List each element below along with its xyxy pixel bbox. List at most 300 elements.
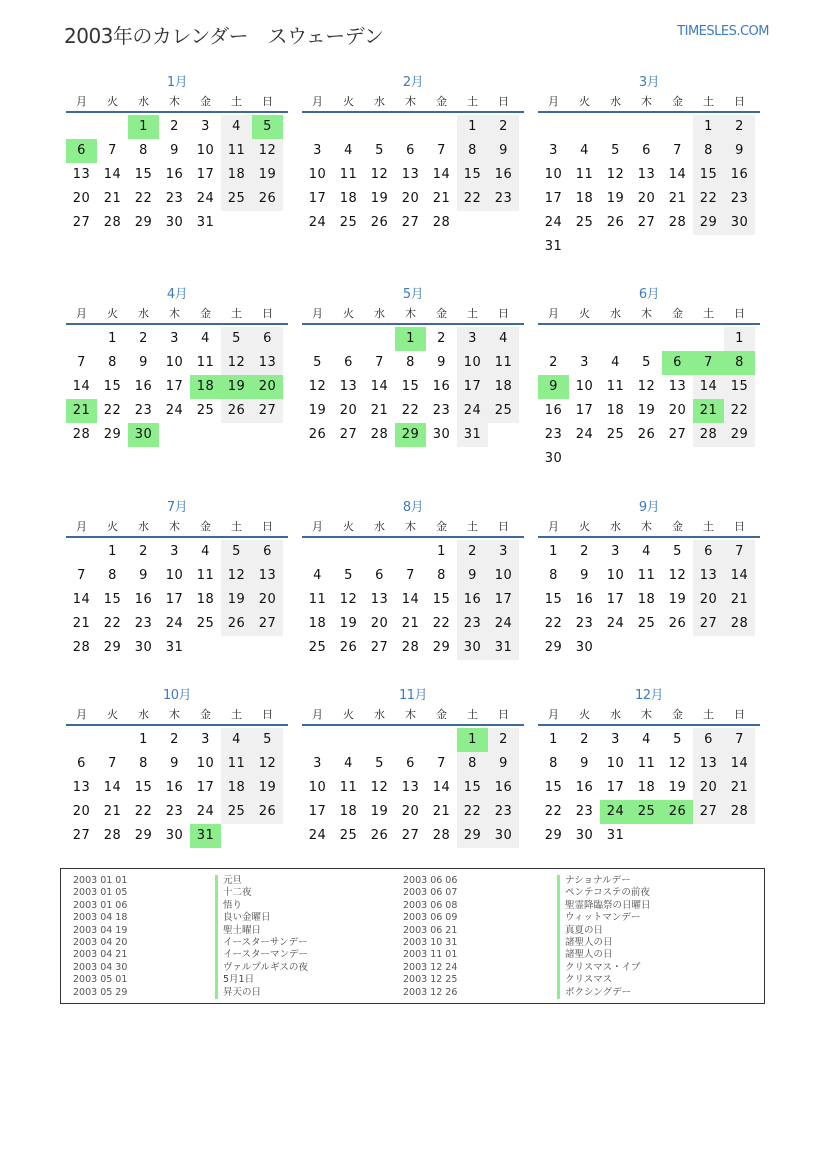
day-cell[interactable]: 24 — [308, 215, 327, 230]
day-cell[interactable]: 14 — [668, 167, 687, 182]
day-cell[interactable]: 1 — [549, 732, 558, 747]
day-cell[interactable]: 23 — [165, 191, 184, 206]
day-cell[interactable]: 27 — [637, 215, 656, 230]
day-cell[interactable]: 15 — [457, 163, 488, 187]
day-cell[interactable]: 17 — [196, 167, 215, 182]
day-cell[interactable]: 21 — [66, 399, 97, 423]
day-cell[interactable]: 14 — [432, 167, 451, 182]
day-cell[interactable]: 2 — [139, 331, 148, 346]
day-cell[interactable]: 19 — [668, 592, 687, 607]
day-cell[interactable]: 27 — [252, 399, 283, 423]
day-cell[interactable]: 31 — [190, 824, 221, 848]
day-cell[interactable]: 28 — [432, 215, 451, 230]
day-cell[interactable]: 31 — [457, 423, 488, 447]
day-cell[interactable]: 3 — [549, 143, 558, 158]
day-cell[interactable]: 22 — [103, 616, 122, 631]
day-cell[interactable]: 3 — [488, 540, 519, 564]
day-cell[interactable]: 4 — [611, 355, 620, 370]
day-cell[interactable]: 18 — [488, 375, 519, 399]
day-cell[interactable]: 8 — [139, 143, 148, 158]
day-cell[interactable]: 22 — [693, 187, 724, 211]
day-cell[interactable]: 12 — [668, 756, 687, 771]
day-cell[interactable]: 19 — [252, 163, 283, 187]
day-cell[interactable]: 26 — [252, 800, 283, 824]
day-cell[interactable]: 1 — [724, 327, 755, 351]
day-cell[interactable]: 14 — [724, 564, 755, 588]
day-cell[interactable]: 20 — [693, 588, 724, 612]
day-cell[interactable]: 8 — [693, 139, 724, 163]
day-cell[interactable]: 11 — [339, 780, 358, 795]
day-cell[interactable]: 6 — [406, 143, 415, 158]
day-cell[interactable]: 9 — [139, 568, 148, 583]
day-cell[interactable]: 26 — [370, 828, 389, 843]
day-cell[interactable]: 14 — [370, 379, 389, 394]
day-cell[interactable]: 5 — [221, 540, 252, 564]
day-cell[interactable]: 6 — [406, 756, 415, 771]
day-cell[interactable]: 5 — [252, 728, 283, 752]
day-cell[interactable]: 29 — [544, 640, 563, 655]
day-cell[interactable]: 13 — [693, 752, 724, 776]
day-cell[interactable]: 4 — [201, 544, 210, 559]
day-cell[interactable]: 5 — [375, 756, 384, 771]
day-cell[interactable]: 1 — [128, 115, 159, 139]
day-cell[interactable]: 3 — [313, 143, 322, 158]
day-cell[interactable]: 11 — [606, 379, 625, 394]
day-cell[interactable]: 30 — [134, 640, 153, 655]
day-cell[interactable]: 29 — [134, 828, 153, 843]
day-cell[interactable]: 28 — [432, 828, 451, 843]
day-cell[interactable]: 3 — [580, 355, 589, 370]
day-cell[interactable]: 6 — [252, 327, 283, 351]
day-cell[interactable]: 7 — [437, 756, 446, 771]
day-cell[interactable]: 15 — [432, 592, 451, 607]
day-cell[interactable]: 18 — [637, 592, 656, 607]
day-cell[interactable]: 31 — [544, 239, 563, 254]
day-cell[interactable]: 24 — [308, 828, 327, 843]
day-cell[interactable]: 23 — [134, 616, 153, 631]
day-cell[interactable]: 27 — [401, 215, 420, 230]
day-cell[interactable]: 5 — [344, 568, 353, 583]
day-cell[interactable]: 30 — [544, 451, 563, 466]
day-cell[interactable]: 18 — [221, 776, 252, 800]
day-cell[interactable]: 24 — [606, 616, 625, 631]
day-cell[interactable]: 26 — [637, 427, 656, 442]
day-cell[interactable]: 30 — [575, 640, 594, 655]
day-cell[interactable]: 21 — [370, 403, 389, 418]
day-cell[interactable]: 7 — [406, 568, 415, 583]
day-cell[interactable]: 1 — [108, 544, 117, 559]
day-cell[interactable]: 13 — [668, 379, 687, 394]
day-cell[interactable]: 1 — [395, 327, 426, 351]
day-cell[interactable]: 6 — [693, 728, 724, 752]
day-cell[interactable]: 24 — [600, 800, 631, 824]
day-cell[interactable]: 10 — [308, 167, 327, 182]
day-cell[interactable]: 26 — [339, 640, 358, 655]
day-cell[interactable]: 2 — [549, 355, 558, 370]
day-cell[interactable]: 13 — [637, 167, 656, 182]
day-cell[interactable]: 8 — [724, 351, 755, 375]
day-cell[interactable]: 22 — [544, 616, 563, 631]
day-cell[interactable]: 9 — [538, 375, 569, 399]
day-cell[interactable]: 8 — [437, 568, 446, 583]
day-cell[interactable]: 6 — [252, 540, 283, 564]
day-cell[interactable]: 16 — [457, 588, 488, 612]
day-cell[interactable]: 8 — [139, 756, 148, 771]
day-cell[interactable]: 24 — [544, 215, 563, 230]
day-cell[interactable]: 9 — [170, 756, 179, 771]
day-cell[interactable]: 19 — [339, 616, 358, 631]
day-cell[interactable]: 5 — [375, 143, 384, 158]
day-cell[interactable]: 5 — [313, 355, 322, 370]
day-cell[interactable]: 12 — [370, 167, 389, 182]
day-cell[interactable]: 17 — [488, 588, 519, 612]
day-cell[interactable]: 8 — [108, 568, 117, 583]
day-cell[interactable]: 21 — [401, 616, 420, 631]
day-cell[interactable]: 3 — [611, 544, 620, 559]
day-cell[interactable]: 28 — [724, 800, 755, 824]
day-cell[interactable]: 26 — [662, 800, 693, 824]
day-cell[interactable]: 19 — [308, 403, 327, 418]
day-cell[interactable]: 29 — [134, 215, 153, 230]
day-cell[interactable]: 27 — [668, 427, 687, 442]
day-cell[interactable]: 25 — [606, 427, 625, 442]
day-cell[interactable]: 24 — [196, 191, 215, 206]
day-cell[interactable]: 26 — [606, 215, 625, 230]
day-cell[interactable]: 12 — [339, 592, 358, 607]
day-cell[interactable]: 10 — [196, 143, 215, 158]
day-cell[interactable]: 1 — [139, 732, 148, 747]
day-cell[interactable]: 25 — [339, 828, 358, 843]
day-cell[interactable]: 17 — [165, 592, 184, 607]
day-cell[interactable]: 2 — [488, 115, 519, 139]
day-cell[interactable]: 26 — [370, 215, 389, 230]
day-cell[interactable]: 7 — [673, 143, 682, 158]
day-cell[interactable]: 10 — [308, 780, 327, 795]
day-cell[interactable]: 9 — [580, 756, 589, 771]
day-cell[interactable]: 17 — [196, 780, 215, 795]
day-cell[interactable]: 28 — [693, 423, 724, 447]
day-cell[interactable]: 28 — [103, 215, 122, 230]
day-cell[interactable]: 6 — [662, 351, 693, 375]
day-cell[interactable]: 15 — [724, 375, 755, 399]
day-cell[interactable]: 28 — [370, 427, 389, 442]
day-cell[interactable]: 23 — [544, 427, 563, 442]
day-cell[interactable]: 23 — [165, 804, 184, 819]
day-cell[interactable]: 25 — [631, 800, 662, 824]
day-cell[interactable]: 13 — [252, 351, 283, 375]
day-cell[interactable]: 22 — [457, 187, 488, 211]
day-cell[interactable]: 23 — [134, 403, 153, 418]
day-cell[interactable]: 21 — [432, 804, 451, 819]
day-cell[interactable]: 1 — [457, 728, 488, 752]
day-cell[interactable]: 20 — [72, 804, 91, 819]
day-cell[interactable]: 8 — [549, 756, 558, 771]
day-cell[interactable]: 31 — [606, 828, 625, 843]
day-cell[interactable]: 22 — [724, 399, 755, 423]
day-cell[interactable]: 9 — [170, 143, 179, 158]
day-cell[interactable]: 11 — [308, 592, 327, 607]
day-cell[interactable]: 21 — [432, 191, 451, 206]
day-cell[interactable]: 26 — [252, 187, 283, 211]
day-cell[interactable]: 28 — [724, 612, 755, 636]
day-cell[interactable]: 14 — [103, 780, 122, 795]
day-cell[interactable]: 15 — [457, 776, 488, 800]
day-cell[interactable]: 16 — [724, 163, 755, 187]
day-cell[interactable]: 11 — [637, 568, 656, 583]
day-cell[interactable]: 12 — [221, 564, 252, 588]
day-cell[interactable]: 30 — [165, 215, 184, 230]
day-cell[interactable]: 20 — [252, 375, 283, 399]
day-cell[interactable]: 22 — [401, 403, 420, 418]
day-cell[interactable]: 29 — [693, 211, 724, 235]
day-cell[interactable]: 16 — [544, 403, 563, 418]
day-cell[interactable]: 22 — [103, 403, 122, 418]
day-cell[interactable]: 23 — [724, 187, 755, 211]
day-cell[interactable]: 3 — [170, 331, 179, 346]
day-cell[interactable]: 20 — [72, 191, 91, 206]
day-cell[interactable]: 27 — [339, 427, 358, 442]
day-cell[interactable]: 7 — [108, 143, 117, 158]
day-cell[interactable]: 24 — [488, 612, 519, 636]
day-cell[interactable]: 19 — [370, 804, 389, 819]
day-cell[interactable]: 29 — [432, 640, 451, 655]
day-cell[interactable]: 26 — [308, 427, 327, 442]
day-cell[interactable]: 14 — [724, 752, 755, 776]
day-cell[interactable]: 17 — [575, 403, 594, 418]
day-cell[interactable]: 4 — [580, 143, 589, 158]
day-cell[interactable]: 12 — [308, 379, 327, 394]
day-cell[interactable]: 6 — [375, 568, 384, 583]
day-cell[interactable]: 9 — [724, 139, 755, 163]
day-cell[interactable]: 16 — [134, 379, 153, 394]
day-cell[interactable]: 22 — [457, 800, 488, 824]
day-cell[interactable]: 20 — [637, 191, 656, 206]
day-cell[interactable]: 4 — [642, 544, 651, 559]
day-cell[interactable]: 10 — [606, 568, 625, 583]
day-cell[interactable]: 25 — [196, 403, 215, 418]
day-cell[interactable]: 5 — [673, 732, 682, 747]
day-cell[interactable]: 10 — [606, 756, 625, 771]
day-cell[interactable]: 26 — [668, 616, 687, 631]
day-cell[interactable]: 13 — [370, 592, 389, 607]
day-cell[interactable]: 11 — [196, 355, 215, 370]
day-cell[interactable]: 24 — [457, 399, 488, 423]
day-cell[interactable]: 10 — [196, 756, 215, 771]
day-cell[interactable]: 20 — [252, 588, 283, 612]
day-cell[interactable]: 21 — [668, 191, 687, 206]
day-cell[interactable]: 20 — [339, 403, 358, 418]
day-cell[interactable]: 25 — [339, 215, 358, 230]
day-cell[interactable]: 13 — [401, 167, 420, 182]
day-cell[interactable]: 9 — [580, 568, 589, 583]
day-cell[interactable]: 3 — [457, 327, 488, 351]
day-cell[interactable]: 10 — [165, 568, 184, 583]
day-cell[interactable]: 7 — [375, 355, 384, 370]
day-cell[interactable]: 19 — [252, 776, 283, 800]
day-cell[interactable]: 16 — [575, 780, 594, 795]
day-cell[interactable]: 30 — [165, 828, 184, 843]
day-cell[interactable]: 26 — [221, 399, 252, 423]
site-link[interactable]: TIMESLES.COM — [677, 24, 769, 39]
day-cell[interactable]: 15 — [103, 592, 122, 607]
day-cell[interactable]: 18 — [637, 780, 656, 795]
day-cell[interactable]: 25 — [488, 399, 519, 423]
day-cell[interactable]: 4 — [221, 728, 252, 752]
day-cell[interactable]: 1 — [693, 115, 724, 139]
day-cell[interactable]: 14 — [72, 592, 91, 607]
day-cell[interactable]: 9 — [457, 564, 488, 588]
day-cell[interactable]: 21 — [724, 776, 755, 800]
day-cell[interactable]: 27 — [401, 828, 420, 843]
day-cell[interactable]: 15 — [544, 780, 563, 795]
day-cell[interactable]: 25 — [221, 187, 252, 211]
day-cell[interactable]: 10 — [457, 351, 488, 375]
day-cell[interactable]: 9 — [139, 355, 148, 370]
day-cell[interactable]: 16 — [488, 776, 519, 800]
day-cell[interactable]: 25 — [308, 640, 327, 655]
day-cell[interactable]: 5 — [673, 544, 682, 559]
day-cell[interactable]: 6 — [77, 756, 86, 771]
day-cell[interactable]: 21 — [72, 616, 91, 631]
day-cell[interactable]: 8 — [457, 139, 488, 163]
day-cell[interactable]: 2 — [580, 732, 589, 747]
day-cell[interactable]: 6 — [693, 540, 724, 564]
day-cell[interactable]: 27 — [252, 612, 283, 636]
day-cell[interactable]: 20 — [401, 804, 420, 819]
day-cell[interactable]: 8 — [457, 752, 488, 776]
day-cell[interactable]: 11 — [221, 139, 252, 163]
day-cell[interactable]: 16 — [134, 592, 153, 607]
day-cell[interactable]: 23 — [488, 187, 519, 211]
day-cell[interactable]: 9 — [488, 752, 519, 776]
day-cell[interactable]: 18 — [221, 163, 252, 187]
day-cell[interactable]: 20 — [370, 616, 389, 631]
day-cell[interactable]: 5 — [221, 327, 252, 351]
day-cell[interactable]: 14 — [103, 167, 122, 182]
day-cell[interactable]: 1 — [549, 544, 558, 559]
day-cell[interactable]: 22 — [134, 191, 153, 206]
day-cell[interactable]: 29 — [103, 427, 122, 442]
day-cell[interactable]: 18 — [606, 403, 625, 418]
day-cell[interactable]: 7 — [437, 143, 446, 158]
day-cell[interactable]: 17 — [606, 780, 625, 795]
day-cell[interactable]: 14 — [72, 379, 91, 394]
day-cell[interactable]: 19 — [637, 403, 656, 418]
day-cell[interactable]: 11 — [196, 568, 215, 583]
day-cell[interactable]: 19 — [668, 780, 687, 795]
day-cell[interactable]: 17 — [544, 191, 563, 206]
day-cell[interactable]: 25 — [575, 215, 594, 230]
day-cell[interactable]: 4 — [488, 327, 519, 351]
day-cell[interactable]: 25 — [221, 800, 252, 824]
day-cell[interactable]: 28 — [668, 215, 687, 230]
day-cell[interactable]: 27 — [370, 640, 389, 655]
day-cell[interactable]: 10 — [488, 564, 519, 588]
day-cell[interactable]: 21 — [693, 399, 724, 423]
day-cell[interactable]: 15 — [544, 592, 563, 607]
day-cell[interactable]: 16 — [165, 167, 184, 182]
day-cell[interactable]: 6 — [642, 143, 651, 158]
day-cell[interactable]: 28 — [72, 640, 91, 655]
day-cell[interactable]: 13 — [339, 379, 358, 394]
day-cell[interactable]: 21 — [103, 804, 122, 819]
day-cell[interactable]: 4 — [642, 732, 651, 747]
day-cell[interactable]: 1 — [437, 544, 446, 559]
day-cell[interactable]: 21 — [724, 588, 755, 612]
day-cell[interactable]: 8 — [406, 355, 415, 370]
day-cell[interactable]: 15 — [103, 379, 122, 394]
day-cell[interactable]: 19 — [370, 191, 389, 206]
day-cell[interactable]: 29 — [395, 423, 426, 447]
day-cell[interactable]: 30 — [575, 828, 594, 843]
day-cell[interactable]: 15 — [134, 780, 153, 795]
day-cell[interactable]: 7 — [77, 355, 86, 370]
day-cell[interactable]: 28 — [103, 828, 122, 843]
day-cell[interactable]: 19 — [221, 375, 252, 399]
day-cell[interactable]: 27 — [693, 612, 724, 636]
day-cell[interactable]: 12 — [252, 139, 283, 163]
day-cell[interactable]: 19 — [606, 191, 625, 206]
day-cell[interactable]: 24 — [165, 616, 184, 631]
day-cell[interactable]: 16 — [165, 780, 184, 795]
day-cell[interactable]: 10 — [544, 167, 563, 182]
day-cell[interactable]: 29 — [544, 828, 563, 843]
day-cell[interactable]: 17 — [457, 375, 488, 399]
day-cell[interactable]: 22 — [432, 616, 451, 631]
day-cell[interactable]: 23 — [488, 800, 519, 824]
day-cell[interactable]: 2 — [170, 732, 179, 747]
day-cell[interactable]: 29 — [457, 824, 488, 848]
day-cell[interactable]: 16 — [488, 163, 519, 187]
day-cell[interactable]: 2 — [437, 331, 446, 346]
day-cell[interactable]: 30 — [457, 636, 488, 660]
day-cell[interactable]: 21 — [103, 191, 122, 206]
day-cell[interactable]: 30 — [128, 423, 159, 447]
day-cell[interactable]: 1 — [108, 331, 117, 346]
day-cell[interactable]: 2 — [488, 728, 519, 752]
day-cell[interactable]: 31 — [488, 636, 519, 660]
day-cell[interactable]: 17 — [165, 379, 184, 394]
day-cell[interactable]: 14 — [401, 592, 420, 607]
day-cell[interactable]: 4 — [344, 143, 353, 158]
day-cell[interactable]: 7 — [724, 728, 755, 752]
day-cell[interactable]: 18 — [190, 375, 221, 399]
day-cell[interactable]: 17 — [606, 592, 625, 607]
day-cell[interactable]: 27 — [72, 215, 91, 230]
day-cell[interactable]: 2 — [580, 544, 589, 559]
day-cell[interactable]: 7 — [693, 351, 724, 375]
day-cell[interactable]: 14 — [693, 375, 724, 399]
day-cell[interactable]: 22 — [544, 804, 563, 819]
day-cell[interactable]: 18 — [196, 592, 215, 607]
day-cell[interactable]: 24 — [196, 804, 215, 819]
day-cell[interactable]: 24 — [575, 427, 594, 442]
day-cell[interactable]: 19 — [221, 588, 252, 612]
day-cell[interactable]: 13 — [693, 564, 724, 588]
day-cell[interactable]: 18 — [339, 191, 358, 206]
day-cell[interactable]: 30 — [432, 427, 451, 442]
day-cell[interactable]: 30 — [724, 211, 755, 235]
day-cell[interactable]: 25 — [196, 616, 215, 631]
day-cell[interactable]: 12 — [637, 379, 656, 394]
day-cell[interactable]: 17 — [308, 191, 327, 206]
day-cell[interactable]: 12 — [370, 780, 389, 795]
day-cell[interactable]: 29 — [103, 640, 122, 655]
day-cell[interactable]: 15 — [401, 379, 420, 394]
day-cell[interactable]: 6 — [344, 355, 353, 370]
day-cell[interactable]: 16 — [432, 379, 451, 394]
day-cell[interactable]: 31 — [196, 215, 215, 230]
